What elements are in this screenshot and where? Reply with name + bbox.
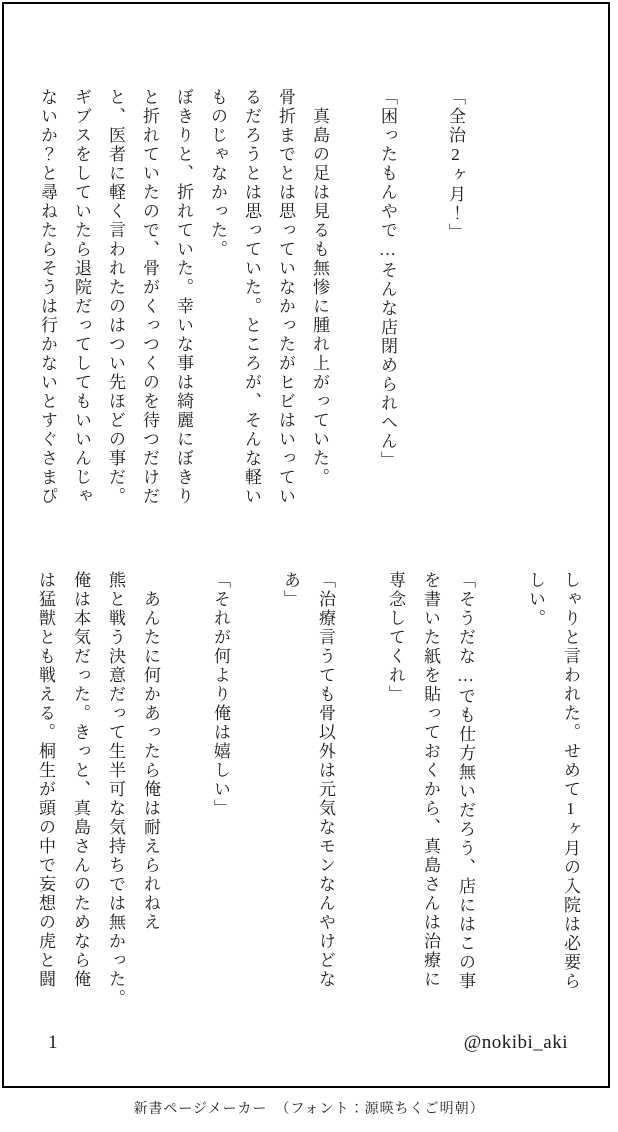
text-line: あんたに何かあったら俺は耐えられねえ: [141, 571, 160, 932]
text-line: [404, 88, 438, 530]
text-line: 「困ったもんやで…そんな店閉められへん」: [378, 88, 397, 470]
author-handle: @nokibi_aki: [463, 1032, 568, 1053]
text-line: あ」: [281, 571, 300, 609]
book-page: [2, 2, 610, 1088]
text-line: [168, 571, 203, 1015]
text-line: 俺は本気だった。きっと、真島さんのためなら俺: [71, 571, 90, 989]
text-line: と、医者に軽く言われたのはつい先ほどの事だ。: [106, 88, 125, 506]
text-line: しゃりと言われた。せめて1ヶ月の入院は必要ら: [561, 571, 580, 991]
text-line: 「そうだな…でも仕方無いだろう、店にはこの事: [456, 571, 475, 991]
text-line: [238, 571, 273, 1015]
text-line: 「それが何より俺は嬉しい」: [211, 571, 230, 818]
generator-caption: 新書ページメーカー （フォント：源暎ちくご明朝）: [133, 1102, 485, 1117]
text-line: と折れていたので、骨がくっつくのを待つだけだ: [140, 88, 159, 506]
text-line: 熊と戦う決意だって生半可な気持ちでは無かった。: [106, 571, 125, 1008]
text-line: [483, 571, 518, 1015]
text-line: 「全治2ヶ月！」: [446, 88, 465, 242]
text-line: ぼきりと、折れていた。幸いな事は綺麗にぼきり: [174, 88, 193, 506]
text-line: ギブスをしていたら退院だってしてもいいんじゃ: [72, 88, 91, 506]
text-line: 骨折までとは思っていなかったがヒビはいってい: [276, 88, 295, 506]
text-line: を書いた紙を貼っておくから、真島さんは治療に: [421, 571, 440, 989]
text-line: しい。: [526, 571, 545, 628]
text-line: [343, 571, 378, 1015]
top-text-block: [30, 88, 472, 530]
bottom-text-block: [28, 571, 588, 1015]
text-line: 専念してくれ」: [386, 571, 405, 704]
text-line: は猛獣とも戦える。桐生が頭の中で妄想の虎と闘: [36, 571, 55, 989]
text-line: るだろうとは思っていた。ところが、そんな軽い: [242, 88, 261, 506]
text-line: [336, 88, 370, 530]
text-line: 「治療言うても骨以外は元気なモンなんやけどな: [316, 571, 335, 989]
text-line: 真島の足は見るも無惨に腫れ上がっていた。: [310, 88, 329, 487]
text-line: ないか？と尋ねたらそうは行かないとすぐさまぴ: [38, 88, 57, 506]
text-line: ものじゃなかった。: [208, 88, 227, 259]
page-number: 1: [48, 1032, 58, 1053]
